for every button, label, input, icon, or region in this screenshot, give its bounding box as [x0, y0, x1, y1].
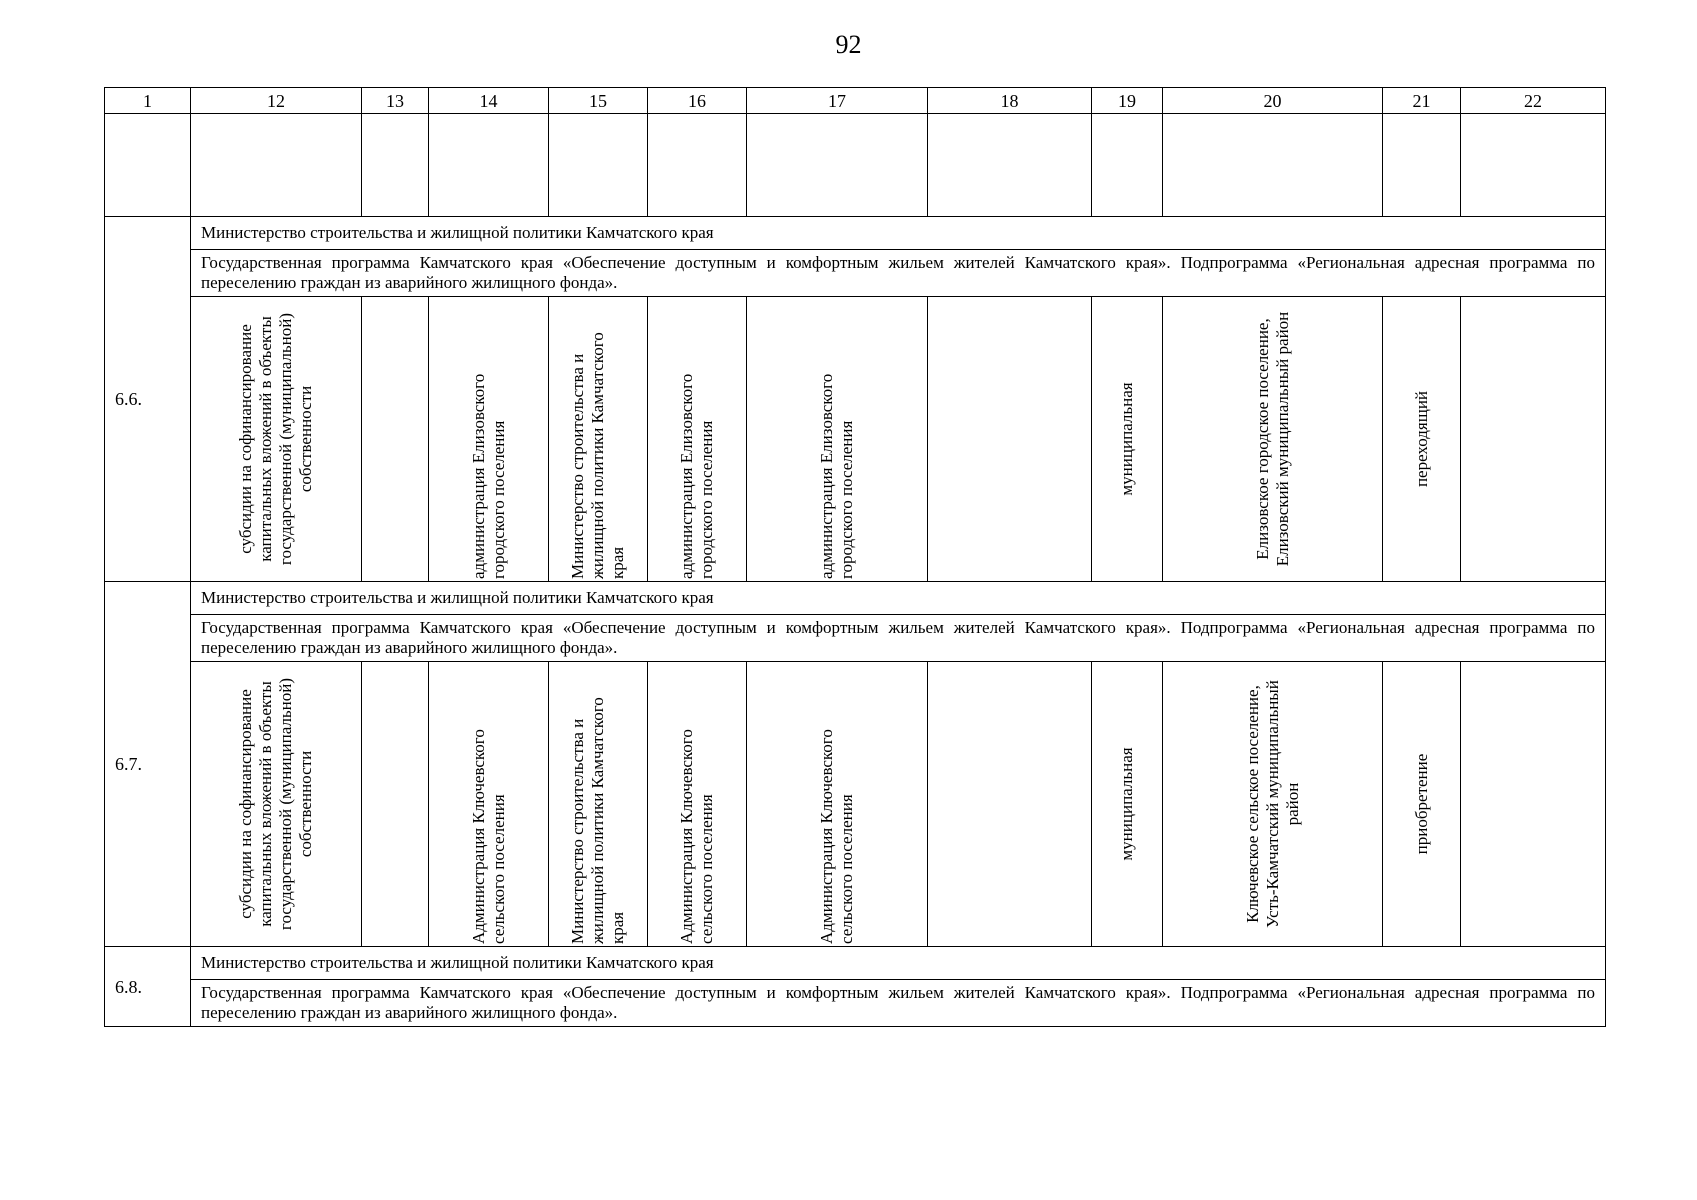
page-number: 92: [835, 30, 862, 59]
admin-cell-16: Администрация Ключевского сельского поселения: [648, 662, 747, 947]
status-cell: приобретение: [1383, 662, 1461, 947]
column-header: 17: [747, 88, 928, 114]
empty-cell: [648, 114, 747, 217]
admin-cell-17: Администрация Ключевского сельского поселения: [747, 662, 928, 947]
column-header-row: [105, 88, 1606, 114]
ministry-short-cell: Министерство строительства и жилищной политики Камчатского края: [549, 297, 648, 582]
program-cell: Государственная программа Камчатского края «Обеспечение доступным и комфортным жильем жителей Камчатского края». Подпрограмма «Региональная адресная программа по переселению граждан из аварийного жилищного фонда».: [191, 250, 1606, 297]
column-header: 19: [1092, 88, 1163, 114]
row-number: 6.7.: [105, 582, 191, 947]
table-row: [105, 980, 1606, 1027]
empty-row: [105, 114, 1606, 217]
table-row: [105, 947, 1606, 980]
program-cell: Государственная программа Камчатского края «Обеспечение доступным и комфортным жильем жителей Камчатского края». Подпрограмма «Региональная адресная программа по переселению граждан из аварийного жилищного фонда».: [191, 980, 1606, 1027]
empty-cell: [747, 114, 928, 217]
column-header: 14: [429, 88, 549, 114]
program-cell: Государственная программа Камчатского края «Обеспечение доступным и комфортным жильем жителей Камчатского края». Подпрограмма «Региональная адресная программа по переселению граждан из аварийного жилищного фонда».: [191, 615, 1606, 662]
row-number: 6.6.: [105, 217, 191, 582]
column-header: 13: [362, 88, 429, 114]
column-header: 18: [928, 88, 1092, 114]
empty-cell: [105, 114, 191, 217]
empty-cell: [1092, 114, 1163, 217]
empty-cell: [1461, 114, 1606, 217]
row-number: 6.8.: [105, 947, 191, 1027]
funding-type-cell: субсидии на софинансирование капитальных вложений в объекты государственной (муниципальной) собственности: [191, 297, 362, 582]
location-cell: Ключевское сельское поселение, Усть-Камчатский муниципальный район: [1163, 662, 1383, 947]
empty-cell: [191, 114, 362, 217]
customer-cell: Администрация Ключевского сельского поселения: [429, 662, 549, 947]
ownership-cell: муниципальная: [1092, 297, 1163, 582]
column-header: 16: [648, 88, 747, 114]
cell-13: [362, 297, 429, 582]
cell-13: [362, 662, 429, 947]
ministry-cell: Министерство строительства и жилищной политики Камчатского края: [191, 582, 1606, 615]
column-header: 15: [549, 88, 648, 114]
table-row: [105, 582, 1606, 615]
admin-cell-17: администрация Елизовского городского поселения: [747, 297, 928, 582]
column-header: 12: [191, 88, 362, 114]
empty-cell: [429, 114, 549, 217]
ministry-cell: Министерство строительства и жилищной политики Камчатского края: [191, 217, 1606, 250]
empty-cell: [928, 114, 1092, 217]
admin-cell-16: администрация Елизовского городского поселения: [648, 297, 747, 582]
empty-cell: [362, 114, 429, 217]
cell-22: [1461, 297, 1606, 582]
funding-type-cell: субсидии на софинансирование капитальных вложений в объекты государственной (муниципальной) собственности: [191, 662, 362, 947]
customer-cell: администрация Елизовского городского поселения: [429, 297, 549, 582]
table-row: [105, 297, 1606, 582]
column-header: 20: [1163, 88, 1383, 114]
cell-22: [1461, 662, 1606, 947]
empty-cell: [1383, 114, 1461, 217]
table-row: [105, 250, 1606, 297]
column-header: 21: [1383, 88, 1461, 114]
column-header: 22: [1461, 88, 1606, 114]
cell-18: [928, 662, 1092, 947]
column-header: 1: [105, 88, 191, 114]
cell-18: [928, 297, 1092, 582]
data-table: [104, 87, 1606, 1027]
empty-cell: [1163, 114, 1383, 217]
empty-cell: [549, 114, 648, 217]
status-cell: переходящий: [1383, 297, 1461, 582]
ministry-cell: Министерство строительства и жилищной политики Камчатского края: [191, 947, 1606, 980]
ownership-cell: муниципальная: [1092, 662, 1163, 947]
table-row: [105, 662, 1606, 947]
table-row: [105, 217, 1606, 250]
table-row: [105, 615, 1606, 662]
location-cell: Елизовское городское поселение, Елизовский муниципальный район: [1163, 297, 1383, 582]
ministry-short-cell: Министерство строительства и жилищной политики Камчатского края: [549, 662, 648, 947]
